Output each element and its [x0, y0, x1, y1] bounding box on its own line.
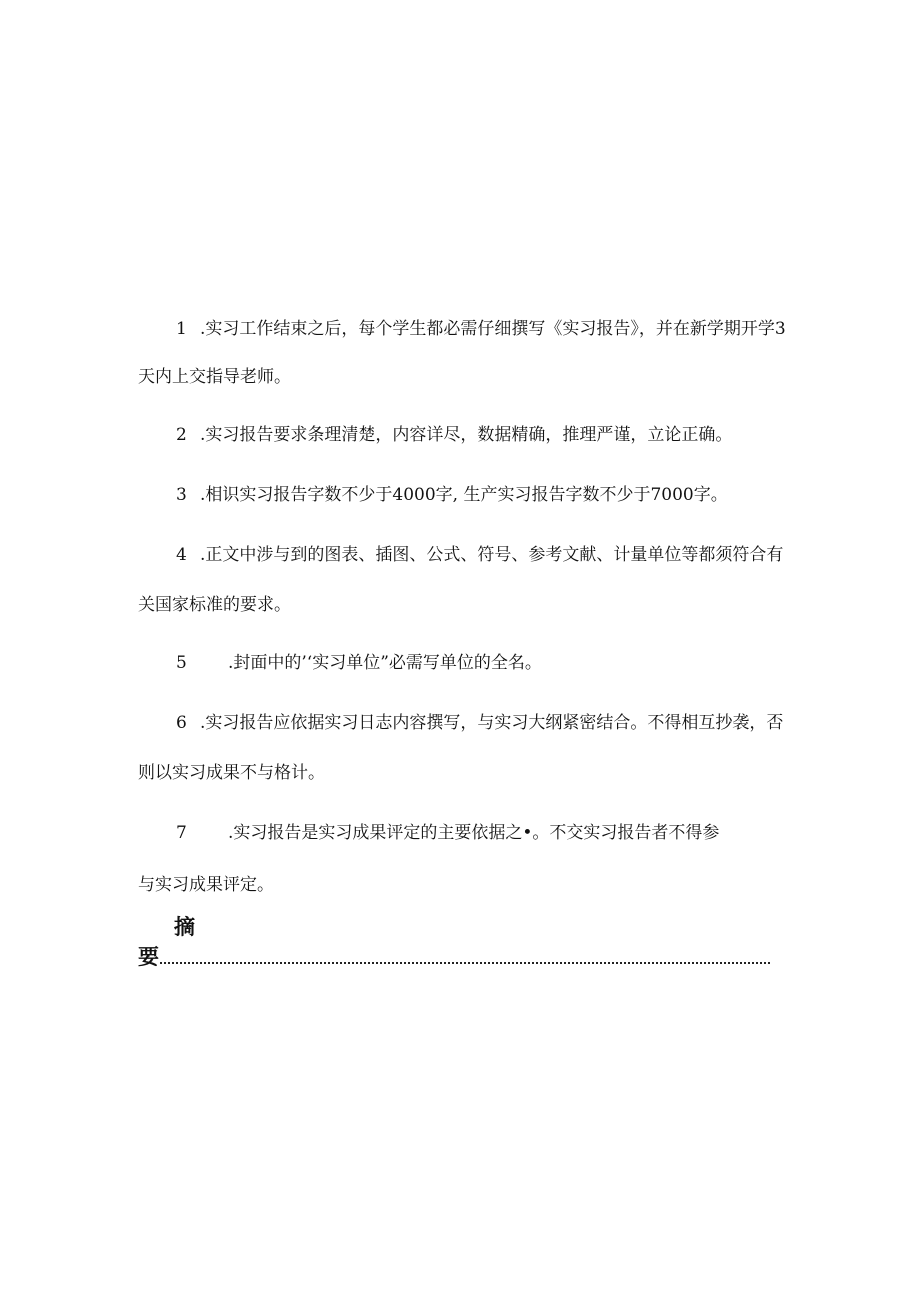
item-2-text-line1: .实习报告要求条理清楚，内容详尽，数据精确，推理严谨，立论正确。	[200, 425, 733, 445]
item-6-text-line1: .实习报告应依据实习日志内容撰写，与实习大纲紧密结合。不得相互抄袭，否	[200, 713, 784, 733]
item-3-number: 3	[176, 485, 187, 505]
item-1-text-line2: 天内上交指导老师。	[138, 367, 291, 387]
item-7-text-line2: 与实习成果评定。	[138, 875, 274, 895]
item-1-text-line1: .实习工作结束之后，每个学生都必需仔细撰写《实习报告》，并在新学期开学3	[200, 319, 786, 339]
item-7-text-line1: .实习报告是实习成果评定的主要依据之•。不交实习报告者不得参	[228, 823, 720, 843]
item-7-number: 7	[176, 823, 187, 843]
summary-heading-char1: 摘	[174, 915, 195, 939]
summary-heading-char2: 要	[138, 945, 159, 969]
item-1-number: 1	[176, 319, 187, 339]
item-6-text-line2: 则以实习成果不与格计。	[138, 763, 325, 783]
toc-leader-dots	[160, 962, 770, 964]
toc-entry-summary[interactable]	[138, 942, 770, 970]
item-4-text-line2: 关国家标准的要求。	[138, 595, 291, 615]
item-2-number: 2	[176, 425, 187, 445]
item-4-text-line1: .正文中涉与到的图表、插图、公式、符号、参考文献、计量单位等都须符合有	[200, 545, 784, 565]
item-5-text-line1: .封面中的’‘实习单位”必需写单位的全名。	[228, 653, 542, 673]
item-6-number: 6	[176, 713, 187, 733]
item-5-number: 5	[176, 653, 187, 673]
item-3-text-line1: .相识实习报告字数不少于4000字, 生产实习报告字数不少于7000字。	[200, 485, 728, 505]
item-4-number: 4	[176, 545, 187, 565]
